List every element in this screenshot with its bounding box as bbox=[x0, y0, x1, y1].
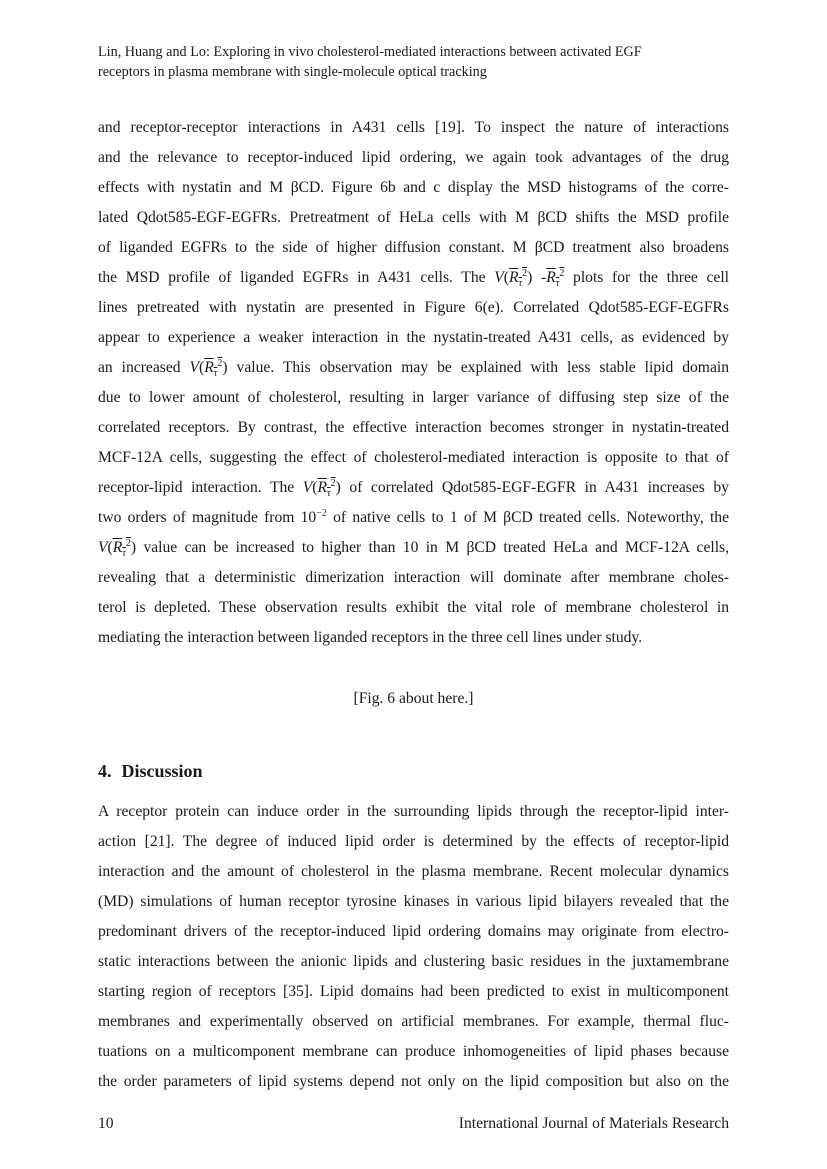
text-line: (MD) simulations of human receptor tyrosine kinases in various lipid bilayers revealed that the bbox=[98, 893, 729, 910]
text-line: action [21]. The degree of induced lipid order is determined by the effects of receptor-lipid bbox=[98, 833, 729, 850]
text-line: MCF-12A cells, suggesting the effect of cholesterol-mediated interaction is opposite to that of bbox=[98, 449, 729, 466]
math-expression: $V(R_\tau^2)$ $-R_\tau^2$ bbox=[494, 267, 565, 290]
text-line: starting region of receptors [35]. Lipid domains had been predicted to exist in multicomponent bbox=[98, 983, 729, 1000]
text-segment: an increased bbox=[98, 359, 181, 376]
text-line: static interactions between the anionic lipids and clustering basic residues in the juxtamembrane bbox=[98, 953, 729, 970]
text-segment: value. This observation may be explained with less stable lipid domain bbox=[236, 359, 729, 376]
figure-placeholder: [Fig. 6 about here.] bbox=[353, 690, 474, 707]
text-line: and the relevance to receptor-induced lipid ordering, we again took advantages of the drug bbox=[98, 149, 729, 166]
text-line bbox=[98, 473, 729, 503]
text-line: and receptor-receptor interactions in A431 cells [19]. To inspect the nature of interactions bbox=[98, 119, 729, 136]
page-number: 10 bbox=[98, 1115, 114, 1132]
math-expression: $V(R_\tau^2)$ bbox=[98, 537, 137, 560]
section-number: 4. bbox=[98, 761, 112, 781]
text-line: the order parameters of lipid systems depend not only on the lipid composition but also on the bbox=[98, 1073, 729, 1090]
text-line: effects with nystatin and M βCD. Figure 6b and c display the MSD histograms of the corre- bbox=[98, 179, 729, 196]
page-footer bbox=[98, 1115, 729, 1133]
text-segment: of correlated Qdot585-EGF-EGFR in A431 increases by bbox=[349, 479, 729, 496]
math-expression: $V(R_\tau^2)$ bbox=[189, 357, 228, 380]
text-line: interaction and the amount of cholesterol in the plasma membrane. Recent molecular dynamics bbox=[98, 863, 729, 880]
text-line: terol is depleted. These observation results exhibit the vital role of membrane cholesterol in bbox=[98, 599, 729, 616]
running-head-line-2: receptors in plasma membrane with single-molecule optical tracking bbox=[98, 64, 487, 80]
text-line: correlated receptors. By contrast, the effective interaction becomes stronger in nystatin-treated bbox=[98, 419, 729, 436]
text-line bbox=[98, 503, 729, 533]
section-heading bbox=[98, 761, 203, 782]
text-line: of liganded EGFRs to the side of higher diffusion constant. M βCD treatment also broadens bbox=[98, 239, 729, 256]
text-line bbox=[98, 353, 729, 383]
running-head-line-1: Lin, Huang and Lo: Exploring in vivo cholesterol-mediated interactions between activated EGF bbox=[98, 44, 642, 60]
text-line: predominant drivers of the receptor-induced lipid ordering domains may originate from electro- bbox=[98, 923, 729, 940]
text-line: membranes and experimentally observed on artificial membranes. For example, thermal fluc- bbox=[98, 1013, 729, 1030]
running-head bbox=[98, 42, 738, 82]
text-line: A receptor protein can induce order in the surrounding lipids through the receptor-lipid inter- bbox=[98, 803, 729, 820]
text-line bbox=[98, 263, 729, 293]
journal-name: International Journal of Materials Research bbox=[458, 1115, 729, 1132]
text-segment: value can be increased to higher than 10 in M βCD treated HeLa and MCF-12A cells, bbox=[143, 539, 730, 556]
text-line: mediating the interaction between liganded receptors in the three cell lines under study. bbox=[98, 629, 643, 646]
discussion-paragraph bbox=[98, 797, 729, 1097]
text-segment: receptor-lipid interaction. The bbox=[98, 479, 295, 496]
text-segment: of native cells to 1 of M βCD treated cells. Noteworthy, the bbox=[333, 509, 729, 526]
text-line: lated Qdot585-EGF-EGFRs. Pretreatment of HeLa cells with M βCD shifts the MSD profile bbox=[98, 209, 729, 226]
text-line: appear to experience a weaker interaction in the nystatin-treated A431 cells, as evidenced by bbox=[98, 329, 729, 346]
math-expression: $V(R_\tau^2)$ bbox=[302, 477, 341, 500]
text-segment: the MSD profile of liganded EGFRs in A431 cells. The bbox=[98, 269, 486, 286]
text-line: lines pretreated with nystatin are presented in Figure 6(e). Correlated Qdot585-EGF-EGFRs bbox=[98, 299, 729, 316]
text-segment: two orders of magnitude from $10^{-2}$ bbox=[98, 507, 327, 526]
text-line: revealing that a deterministic dimerization interaction will dominate after membrane choles- bbox=[98, 569, 729, 586]
text-line bbox=[98, 533, 729, 563]
text-line: due to lower amount of cholesterol, resulting in larger variance of diffusing step size of the bbox=[98, 389, 729, 406]
text-line: tuations on a multicomponent membrane can produce inhomogeneities of lipid phases because bbox=[98, 1043, 729, 1060]
results-paragraph bbox=[98, 113, 729, 653]
section-title: Discussion bbox=[121, 761, 203, 781]
text-segment: plots for the three cell bbox=[573, 269, 729, 286]
